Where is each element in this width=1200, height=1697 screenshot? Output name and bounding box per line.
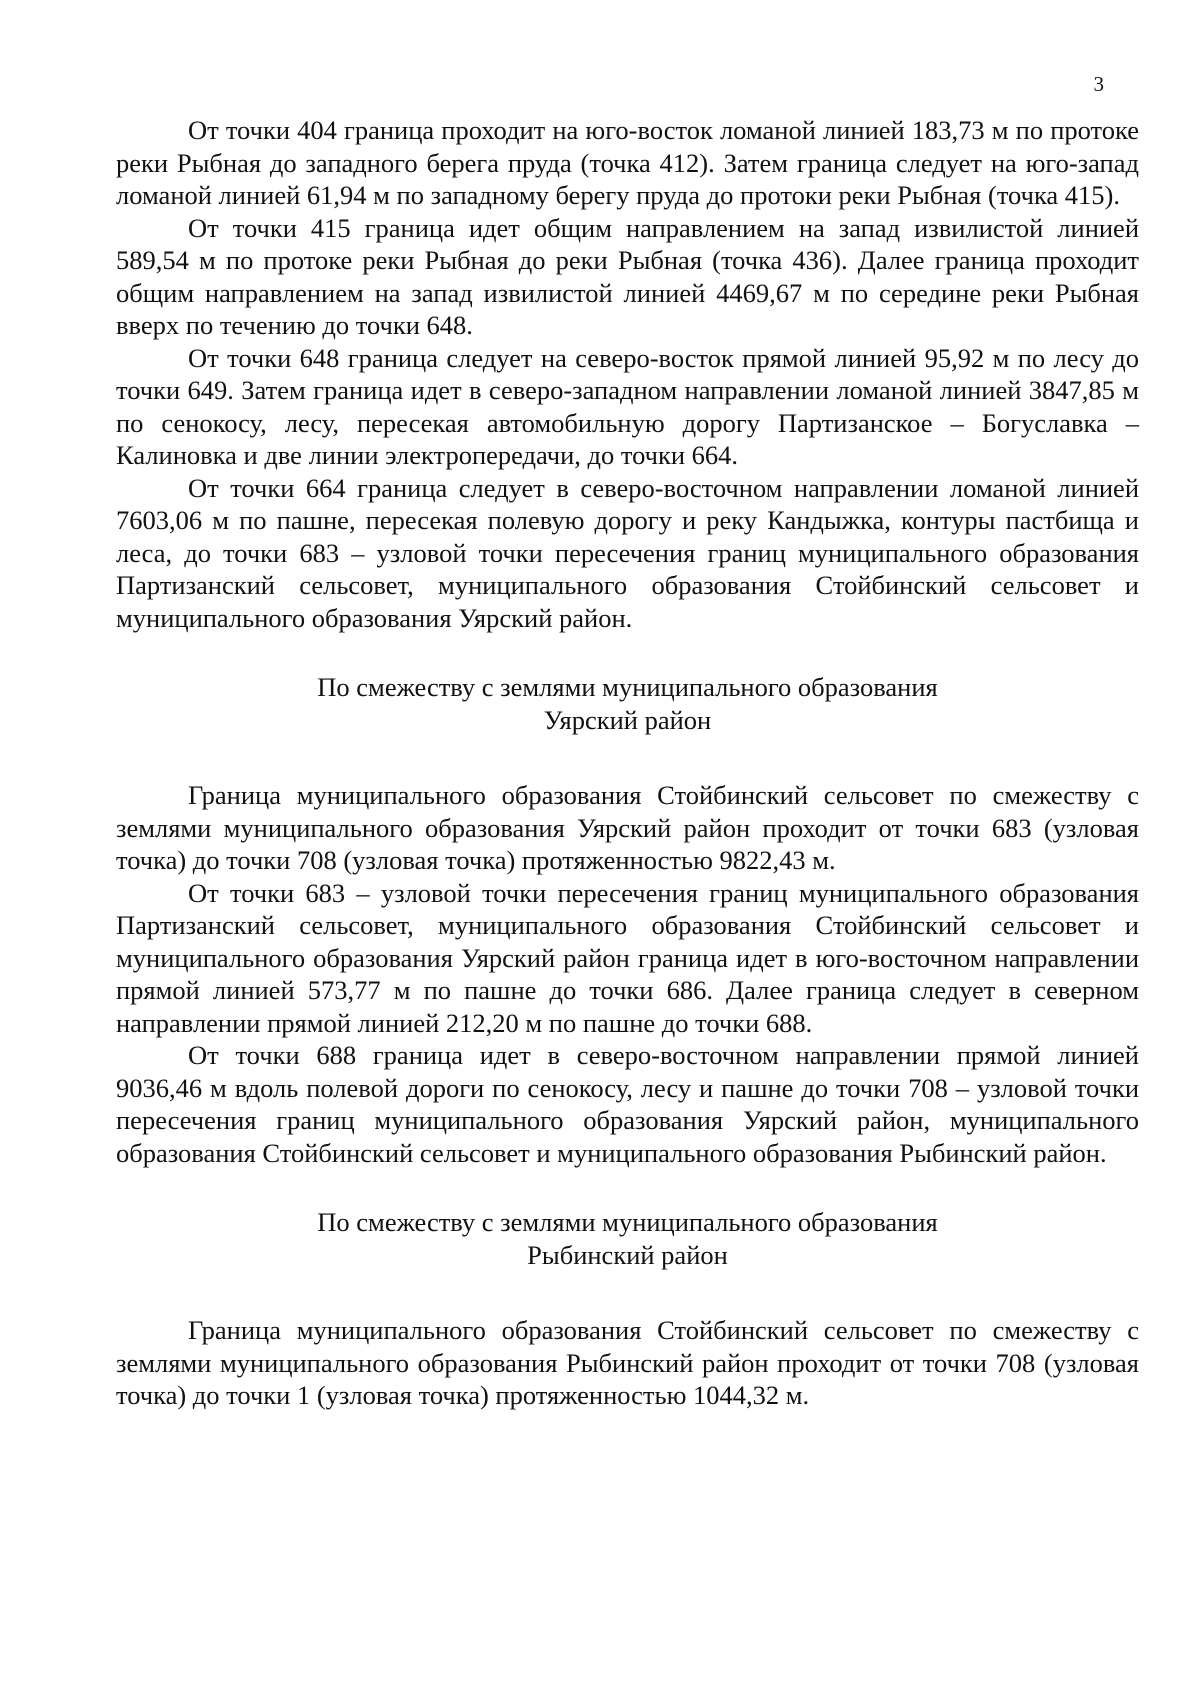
paragraph: От точки 664 граница следует в северо-восточном направлении ломаной линией 7603,06 м по пашне, пересекая полевую дорогу и реку Кандыжка, контуры пастбища и леса, до точки 683 – узловой точки пересечения границ муниципального образования Партизанский сельсовет, муниципального образования Стойбинский сельсовет и муниципального образования Уярский район. xyxy=(116,472,1139,633)
document-body xyxy=(116,114,1139,1412)
paragraph: От точки 415 граница идет общим направлением на запад извилистой линией 589,54 м по протоке реки Рыбная до реки Рыбная (точка 436). Далее граница проходит общим направлением на запад извилистой линией 4469,67 м по середине реки Рыбная вверх по течению до точки 648. xyxy=(116,212,1139,340)
section-heading-line: По смежеству с землями муниципального образования xyxy=(317,672,938,702)
section-heading-uyar xyxy=(116,671,1139,736)
section-heading-line: Уярский район xyxy=(543,704,712,735)
section-heading-rybinsk xyxy=(116,1206,1139,1271)
section-heading-line: Рыбинский район xyxy=(527,1239,728,1270)
paragraph: От точки 404 граница проходит на юго-восток ломаной линией 183,73 м по протоке реки Рыбная до западного берега пруда (точка 412). Затем граница следует на юго-запад ломаной линией 61,94 м по западному берегу пруда до протоки реки Рыбная (точка 415). xyxy=(116,115,1139,210)
paragraph: Граница муниципального образования Стойбинский сельсовет по смежеству с землями муниципального образования Уярский район проходит от точки 683 (узловая точка) до точки 708 (узловая точка) протяженностью 9822,43 м. xyxy=(116,780,1139,875)
page-number: 3 xyxy=(1093,72,1104,96)
paragraph: От точки 683 – узловой точки пересечения границ муниципального образования Партизанский сельсовет, муниципального образования Стойбинский сельсовет и муниципального образования Уярский район граница идет в юго-восточном направлении прямой линией 573,77 м по пашне до точки 686. Далее граница следует в северном направлении прямой линией 212,20 м по пашне до точки 688. xyxy=(116,877,1139,1038)
paragraph: Граница муниципального образования Стойбинский сельсовет по смежеству с землями муниципального образования Рыбинский район проходит от точки 708 (узловая точка) до точки 1 (узловая точка) протяженностью 1044,32 м. xyxy=(116,1315,1139,1410)
paragraph: От точки 648 граница следует на северо-восток прямой линией 95,92 м по лесу до точки 649. Затем граница идет в северо-западном направлении ломаной линией 3847,85 м по сенокосу, лесу, пересекая автомобильную дорогу Партизанское – Богуславка – Калиновка и две линии электропередачи, до точки 664. xyxy=(116,342,1139,470)
section-heading-line: По смежеству с землями муниципального образования xyxy=(317,1207,938,1237)
paragraph: От точки 688 граница идет в северо-восточном направлении прямой линией 9036,46 м вдоль полевой дороги по сенокосу, лесу и пашне до точки 708 – узловой точки пересечения границ муниципального образования Уярский район, муниципального образования Стойбинский сельсовет и муниципального образования Рыбинский район. xyxy=(116,1040,1139,1168)
